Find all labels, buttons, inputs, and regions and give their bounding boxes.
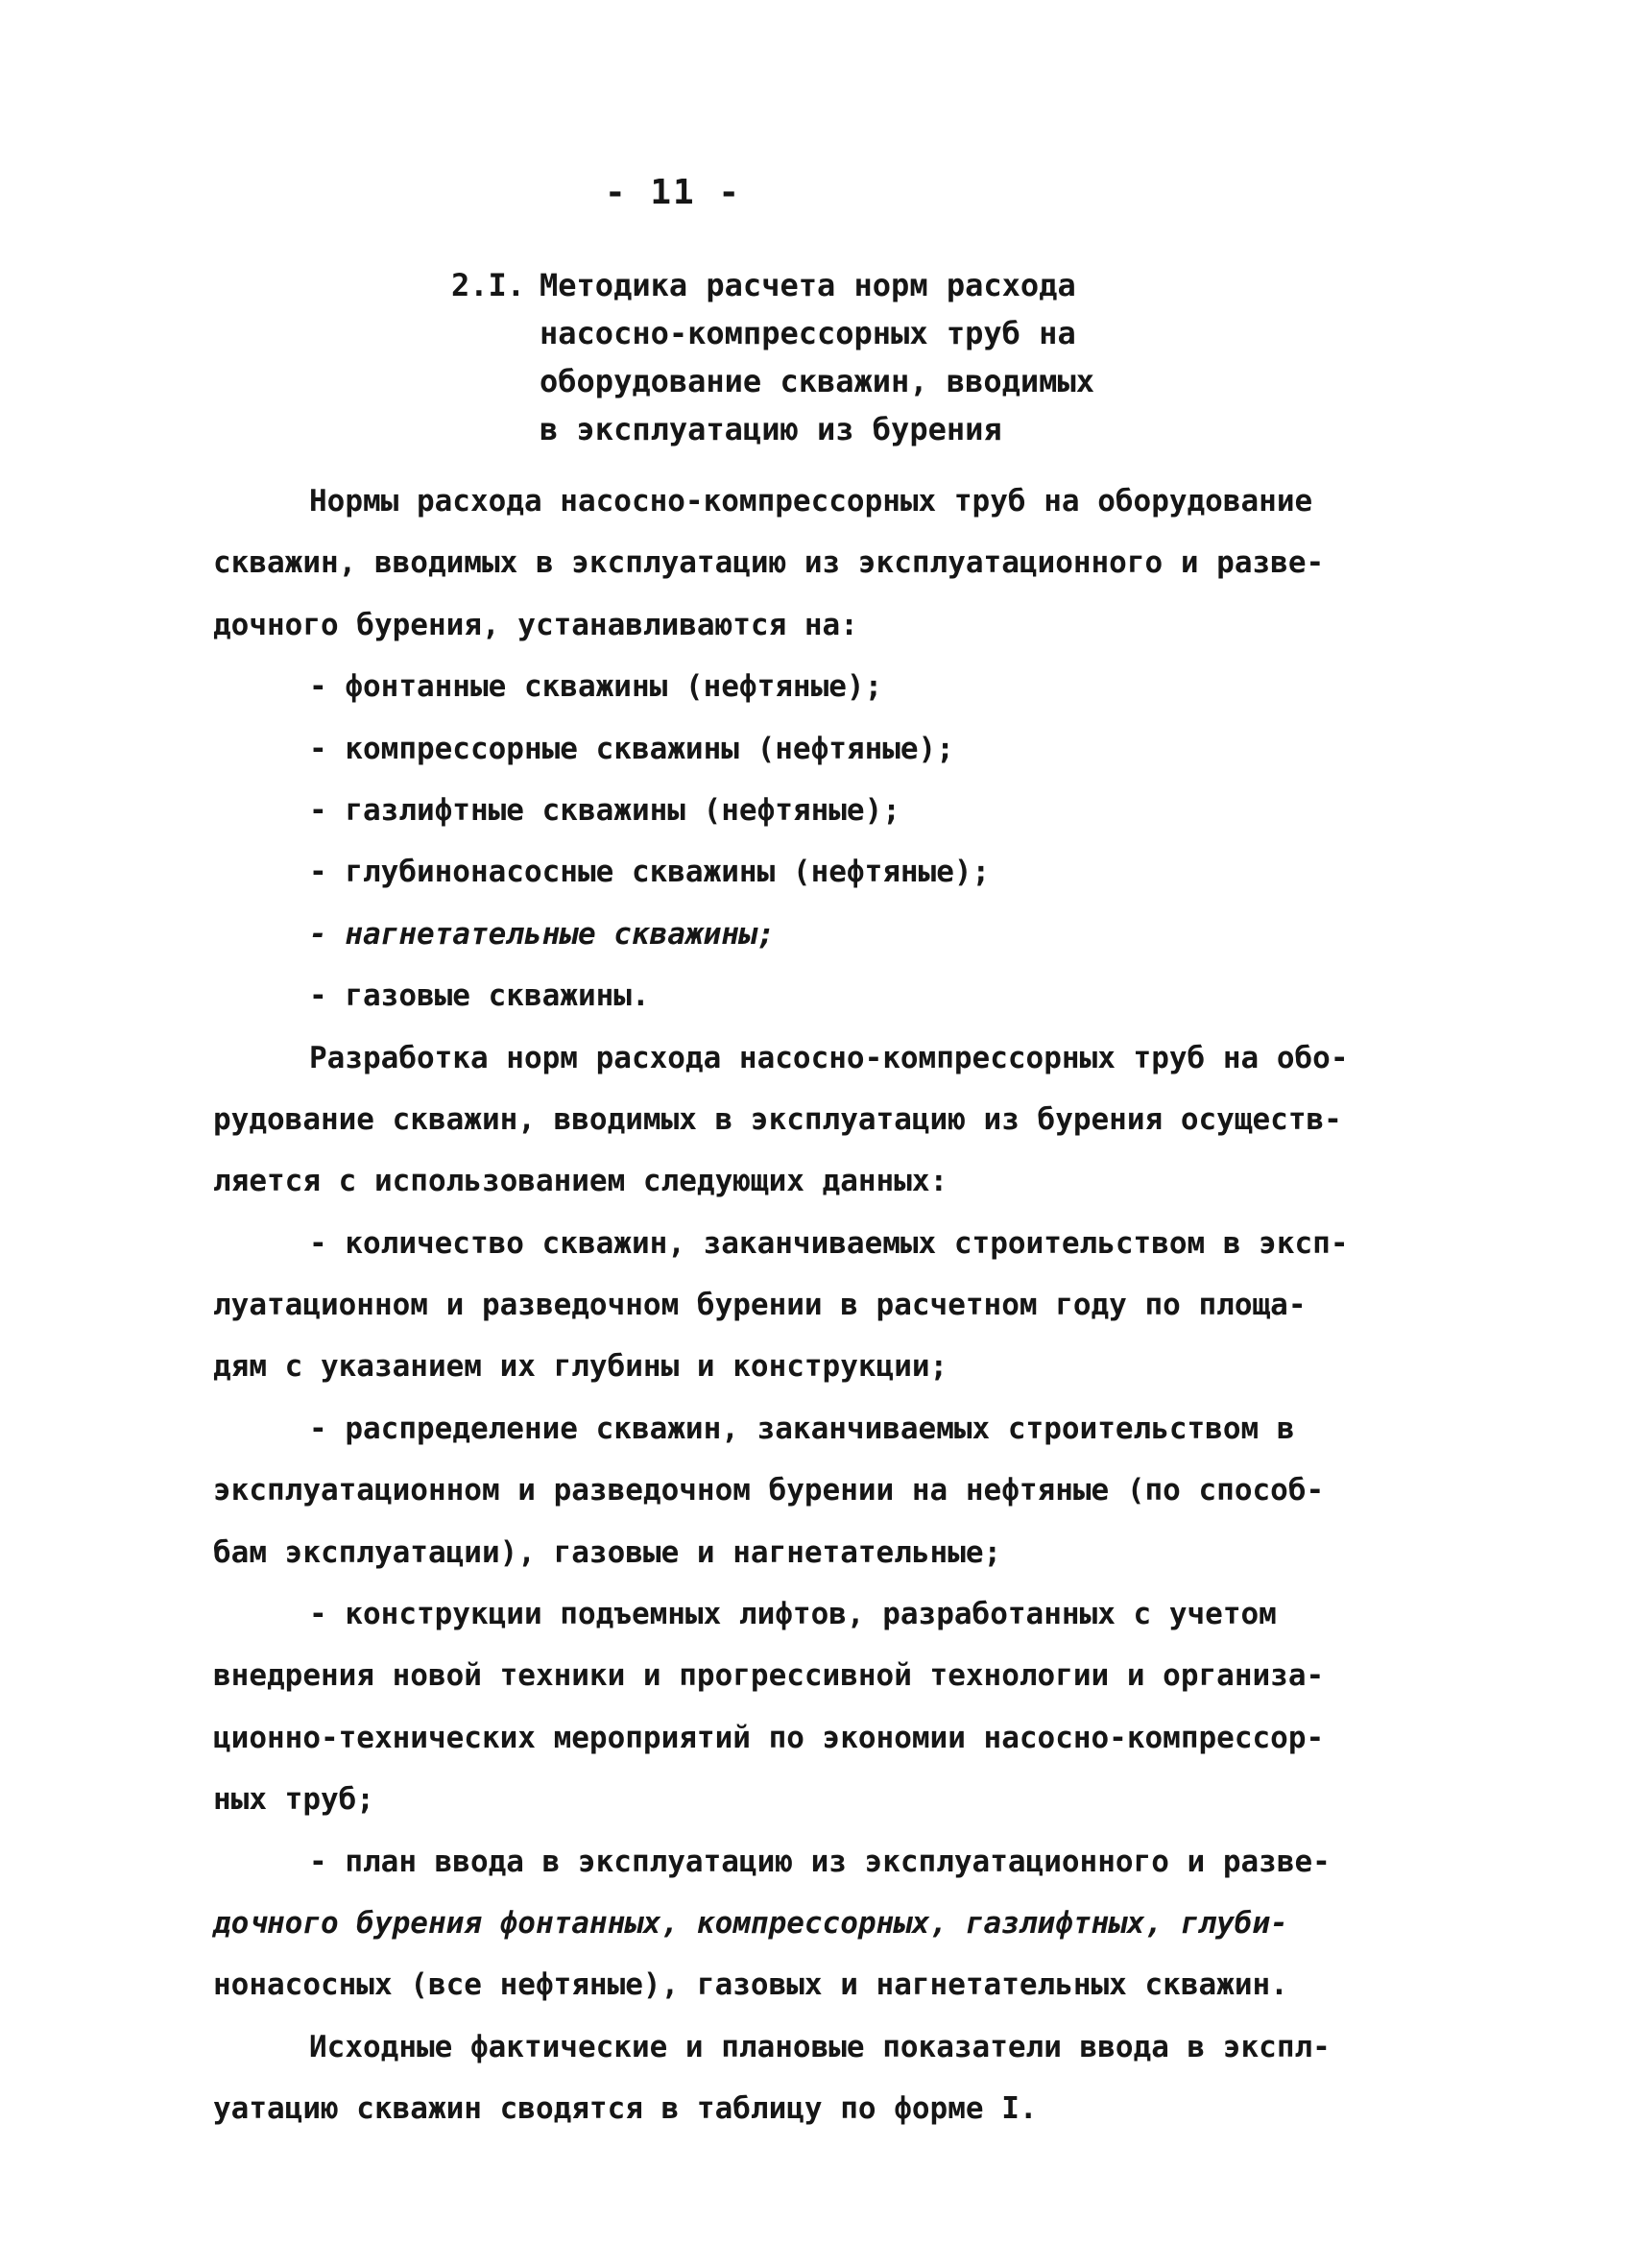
- data-item-1-line-2: луатационном и разведочном бурении в расчетном году по площа-: [213, 1288, 1307, 1323]
- list-item-pump-wells: - глубинонасосные скважины (нефтяные);: [309, 855, 991, 890]
- data-item-3-line-3: ционно-технических мероприятий по экономии насосно-компрессор-: [213, 1720, 1325, 1755]
- heading-number: 2.I.: [451, 267, 526, 303]
- data-item-2-line-1: - распределение скважин, заканчиваемых строительством в: [309, 1411, 1295, 1446]
- data-item-3-line-4: ных труб;: [213, 1782, 374, 1818]
- body-text: [213, 470, 1380, 2140]
- paragraph-2-line-2: рудование скважин, вводимых в эксплуатацию из бурения осуществ-: [213, 1101, 1342, 1137]
- data-item-4-line-1: - план ввода в эксплуатацию из эксплуатационного и разве-: [309, 1844, 1331, 1879]
- heading-text-1: Методика расчета норм расхода: [540, 267, 1076, 303]
- paragraph-3-line-1: Исходные фактические и плановые показатели ввода в экспл-: [309, 2029, 1331, 2064]
- list-item-compressor-wells: - компрессорные скважины (нефтяные);: [309, 731, 954, 766]
- paragraph-2-line-1: Разработка норм расхода насосно-компрессорных труб на обо-: [309, 1040, 1349, 1075]
- paragraph-3-line-2: уатацию скважин сводятся в таблицу по форме I.: [213, 2091, 1038, 2127]
- data-item-4-line-2: дочного бурения фонтанных, компрессорных, газлифтных, глуби-: [213, 1905, 1288, 1941]
- list-item-fountain-wells: - фонтанные скважины (нефтяные);: [309, 669, 883, 705]
- section-heading: [451, 261, 1094, 453]
- heading-line-3: оборудование скважин, вводимых: [540, 363, 1094, 399]
- data-item-1-line-3: дям с указанием их глубины и конструкции;: [213, 1349, 948, 1385]
- list-item-injection-wells: - нагнетательные скважины;: [309, 916, 776, 952]
- paragraph-2-line-3: ляется с использованием следующих данных:: [213, 1164, 948, 1199]
- page-number: - 11 -: [605, 173, 742, 212]
- paragraph-1-line-1: Нормы расхода насосно-компрессорных труб на оборудование: [309, 484, 1313, 519]
- data-item-2-line-3: бам эксплуатации), газовые и нагнетательные;: [213, 1534, 1002, 1570]
- data-item-3-line-1: - конструкции подъемных лифтов, разработанных с учетом: [309, 1597, 1277, 1632]
- paragraph-1-line-3: дочного бурения, устанавливаются на:: [213, 607, 858, 642]
- data-item-1-line-1: - количество скважин, заканчиваемых строительством в эксп-: [309, 1225, 1349, 1261]
- heading-line-2: насосно-компрессорных труб на: [540, 315, 1076, 351]
- data-item-4-line-3: нонасосных (все нефтяные), газовых и нагнетательных скважин.: [213, 1967, 1288, 2003]
- heading-line-4: в эксплуатацию из бурения: [540, 411, 1002, 447]
- list-item-gas-wells: - газовые скважины.: [309, 978, 650, 1014]
- paragraph-1-line-2: скважин, вводимых в эксплуатацию из эксплуатационного и разве-: [213, 545, 1325, 581]
- data-item-3-line-2: внедрения новой техники и прогрессивной технологии и организа-: [213, 1658, 1325, 1694]
- data-item-2-line-2: эксплуатационном и разведочном бурении на нефтяные (по способ-: [213, 1473, 1325, 1508]
- list-item-gaslift-wells: - газлифтные скважины (нефтяные);: [309, 792, 900, 828]
- heading-line-1: [451, 261, 1094, 309]
